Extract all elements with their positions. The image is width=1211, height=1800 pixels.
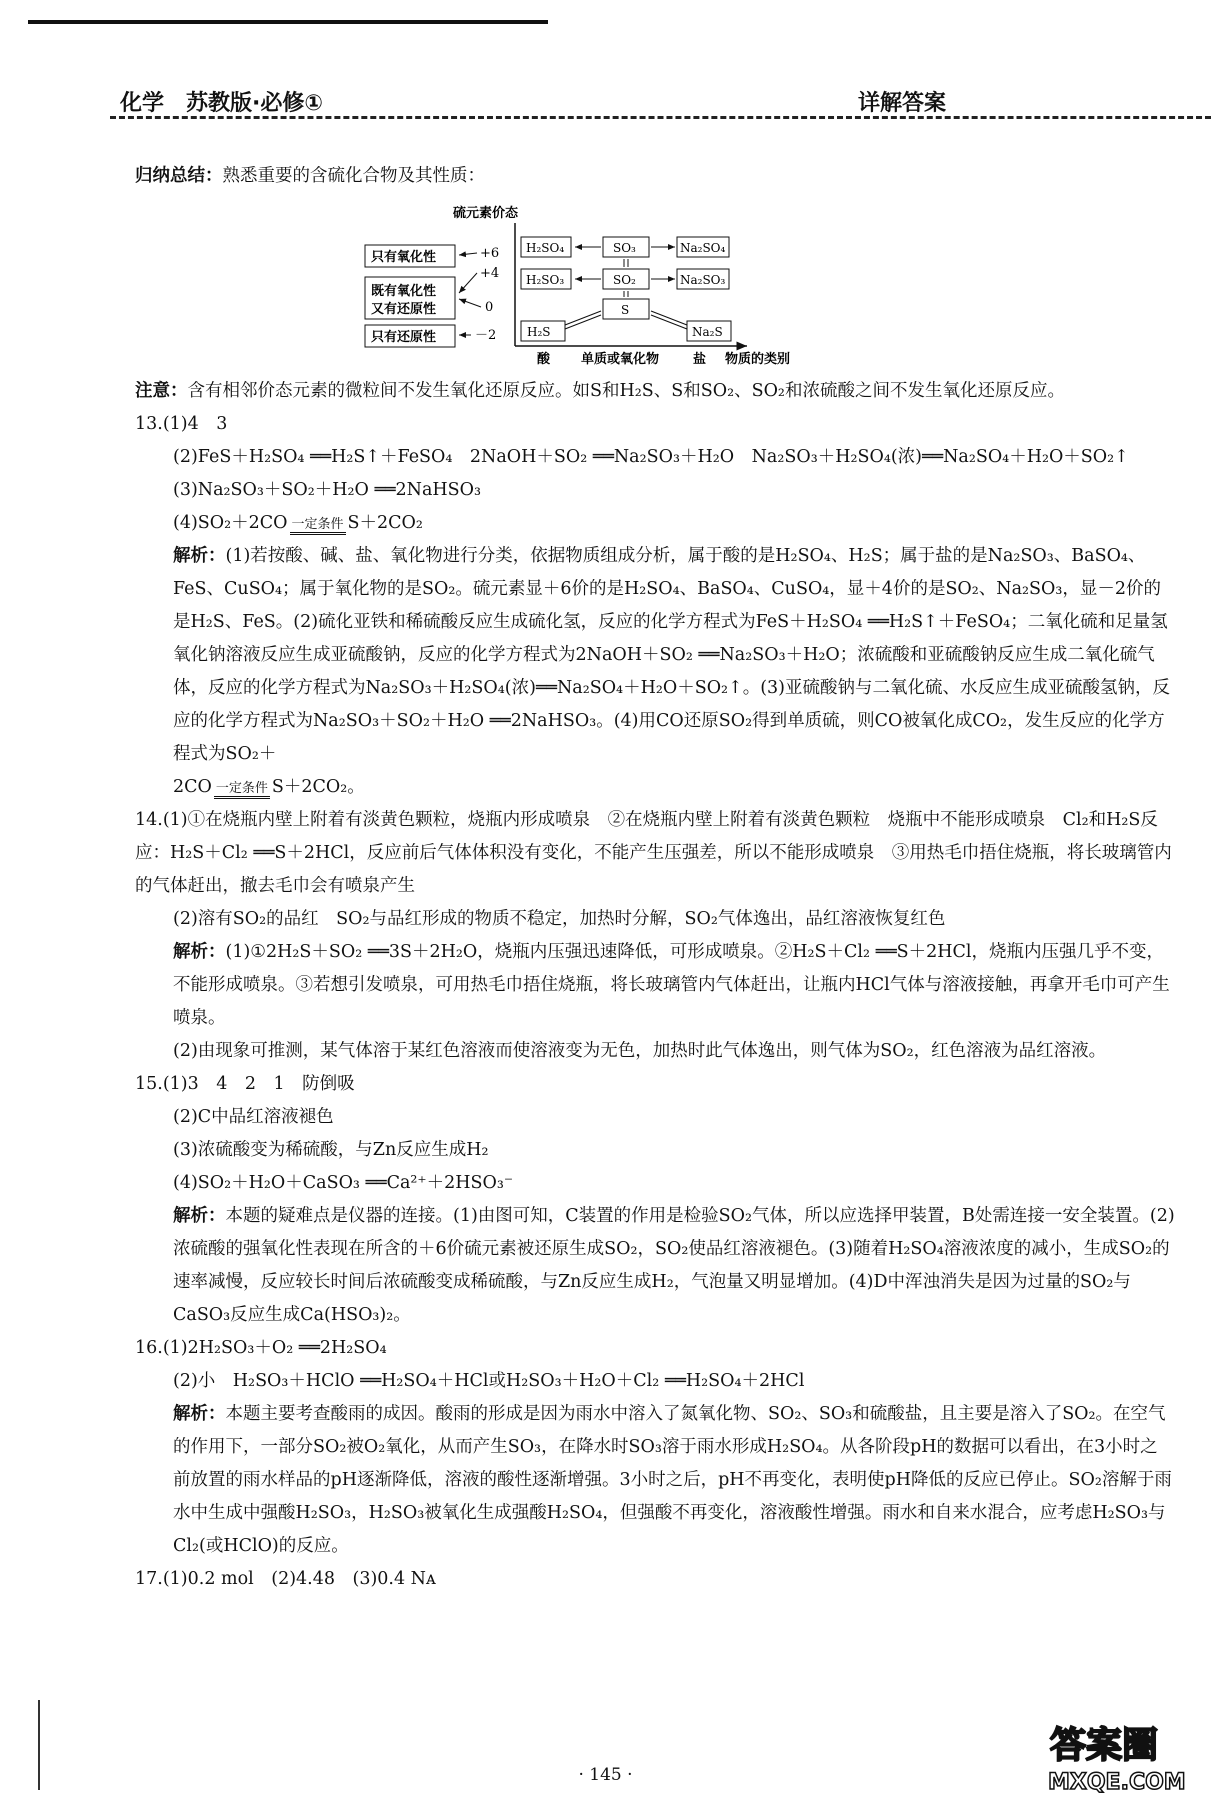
valence-plus6: +6 xyxy=(480,246,500,261)
q13-analysis-tail-left: 2CO xyxy=(173,777,212,797)
q15-answer-3: (3)浓硫酸变为稀硫酸，与Zn反应生成H₂ xyxy=(173,1140,489,1160)
q15-analysis-text: 本题的疑难点是仪器的连接。(1)由图可知，C装置的作用是检验SO₂气体，所以应选择甲装置，B处需连接一安全装置。(2)浓硫酸的强氧化性表现在所含的＋6价硫元素被还原生成SO₂，SO₂使品红溶液褪色。(3)随着H₂SO₄溶液浓度的减小，生成SO₂的速率减慢，反应较长时间后浓硫酸变成稀硫酸，与Zn反应生成H₂，气泡量又明显增加。(4)D中浑浊消失是因为过量的SO₂与CaSO₃反应生成Ca(HSO₃)₂。 xyxy=(173,1206,1175,1325)
q16-answer-1: 16.(1)2H₂SO₃＋O₂ ══2H₂SO₄ xyxy=(135,1338,387,1358)
analysis-label: 解析： xyxy=(173,1404,226,1424)
valence-minus2: －2 xyxy=(475,328,497,343)
species-h2so4: H₂SO₄ xyxy=(526,241,565,255)
q14-analysis-text: (1)①2H₂S＋SO₂ ══3S＋2H₂O，烧瓶内压强迅速降低，可形成喷泉。②H₂S＋Cl₂ ══S＋2HCl，烧瓶内压强几乎不变，不能形成喷泉。③若想引发喷泉，可用热毛巾捂住烧瓶，将长玻璃管内气体赶出，让瓶内HCl气体与溶液接触，再拿开毛巾可产生喷泉。 xyxy=(173,942,1170,1028)
analysis-label: 解析： xyxy=(173,942,226,962)
reaction-condition: 一定条件 xyxy=(291,517,344,532)
x-label-salt: 盐 xyxy=(693,352,707,367)
species-na2s: Na₂S xyxy=(692,325,723,339)
q14-answer-1: 14.(1)①在烧瓶内壁上附着有淡黄色颗粒，烧瓶内形成喷泉 ②在烧瓶内壁上附着有淡黄色颗粒 烧瓶中不能形成喷泉 Cl₂和H₂S反应：H₂S＋Cl₂ ══S＋2HCl，反应前后气体体积没有变化，不能产生压强差，所以不能形成喷泉 ③用热毛巾捂住烧瓶，将长玻璃管内的气体赶出，撤去毛巾会有喷泉产生 xyxy=(135,810,1172,896)
valence-zero: 0 xyxy=(485,300,494,315)
x-label-element: 单质或氧化物 xyxy=(581,352,660,367)
valence-plus4: +4 xyxy=(480,266,500,281)
q13-analysis xyxy=(135,540,1175,804)
q13-answer-2: (2)FeS＋H₂SO₄ ══H₂S↑＋FeSO₄ 2NaOH＋SO₂ ══Na₂SO₃＋H₂O Na₂SO₃＋H₂SO₄(浓)══Na₂SO₄＋H₂O＋SO₂↑ xyxy=(173,447,1129,467)
q15-answer-1: 15.(1)3 4 2 1 防倒吸 xyxy=(135,1074,355,1094)
margin-mark xyxy=(38,1700,40,1790)
only-reducing-label: 只有还原性 xyxy=(371,330,437,345)
y-axis-title: 硫元素价态 xyxy=(453,206,519,221)
q15-analysis xyxy=(135,1200,1175,1332)
species-so2: SO₂ xyxy=(613,273,636,287)
q13-answer-4 xyxy=(135,507,1175,540)
note-line xyxy=(135,375,1175,408)
diagram-canvas xyxy=(135,201,835,371)
reaction-arrow xyxy=(214,782,270,804)
summary-line xyxy=(135,160,1175,193)
answer-content xyxy=(135,160,1175,1596)
summary-label: 归纳总结： xyxy=(135,166,223,186)
species-na2so4: Na₂SO₄ xyxy=(680,241,726,255)
q16-analysis-text: 本题主要考查酸雨的成因。酸雨的形成是因为雨水中溶入了氮氧化物、SO₂、SO₃和硫酸盐，且主要是溶入了SO₂。在空气的作用下，一部分SO₂被O₂氧化，从而产生SO₃，在降水时SO₃溶于雨水形成H₂SO₄。从各阶段pH的数据可以看出，在3小时之前放置的雨水样品的pH逐渐降低，溶液的酸性逐渐增强。3小时之后，pH不再变化，表明使pH降低的反应已停止。SO₂溶解于雨水中生成中强酸H₂SO₃，H₂SO₃被氧化生成强酸H₂SO₄，但强酸不再变化，溶液酸性增强。雨水和自来水混合，应考虑H₂SO₃与Cl₂(或HClO)的反应。 xyxy=(173,1404,1172,1556)
analysis-label: 解析： xyxy=(173,1206,226,1226)
q14-analysis-1 xyxy=(135,936,1175,1035)
note-text: 含有相邻价态元素的微粒间不发生氧化还原反应。如S和H₂S、S和SO₂、SO₂和浓硫酸之间不发生氧化还原反应。 xyxy=(187,381,1065,401)
analysis-label: 解析： xyxy=(173,546,226,566)
watermark-text: 答案圈 xyxy=(1050,1725,1159,1766)
both-label-line2: 又有还原性 xyxy=(371,302,437,317)
watermark-logo xyxy=(1040,1715,1205,1795)
sulfur-valence-diagram xyxy=(135,201,1175,371)
top-rule xyxy=(28,20,548,24)
species-s: S xyxy=(621,303,630,317)
q13-analysis-tail-right: S＋2CO₂。 xyxy=(271,777,365,797)
species-so3: SO₃ xyxy=(613,241,636,255)
reaction-condition: 一定条件 xyxy=(215,781,268,796)
q16-analysis xyxy=(135,1398,1175,1563)
q13-answer-4-left: (4)SO₂＋2CO xyxy=(173,513,288,533)
q15-answer-4: (4)SO₂＋H₂O＋CaSO₃ ══Ca²⁺＋2HSO₃⁻ xyxy=(173,1173,514,1193)
x-label-acid: 酸 xyxy=(537,352,551,367)
q13-answer-1: 13.(1)4 3 xyxy=(135,414,228,434)
q13-answer-4-right: S＋2CO₂ xyxy=(347,513,423,533)
q16-answer-2: (2)小 H₂SO₃＋HClO ══H₂SO₄＋HCl或H₂SO₃＋H₂O＋Cl₂ ══H₂SO₄＋2HCl xyxy=(173,1371,805,1391)
only-oxidizing-label: 只有氧化性 xyxy=(371,250,437,265)
q14-answer-2: (2)溶有SO₂的品红 SO₂与品红形成的物质不稳定，加热时分解，SO₂气体逸出，品红溶液恢复红色 xyxy=(173,909,946,929)
q13-answer-3: (3)Na₂SO₃＋SO₂＋H₂O ══2NaHSO₃ xyxy=(173,480,482,500)
summary-text: 熟悉重要的含硫化合物及其性质： xyxy=(222,166,485,186)
page-number: · 145 · xyxy=(578,1765,633,1785)
x-axis-title: 物质的类别 xyxy=(725,352,791,367)
both-label-line1: 既有氧化性 xyxy=(371,284,437,299)
watermark-url: MXQE.COM xyxy=(1048,1770,1186,1795)
species-na2so3: Na₂SO₃ xyxy=(680,273,726,287)
header-answers: 详解答案 xyxy=(858,91,947,116)
q13-analysis-text: (1)若按酸、碱、盐、氧化物进行分类，依据物质组成分析，属于酸的是H₂SO₄、H₂S；属于盐的是Na₂SO₃、BaSO₄、FeS、CuSO₄；属于氧化物的是SO₂。硫元素显＋6价的是H₂SO₄、BaSO₄、CuSO₄，显＋4价的是SO₂、Na₂SO₃，显－2价的是H₂S、FeS。(2)硫化亚铁和稀硫酸反应生成硫化氢，反应的化学方程式为FeS＋H₂SO₄ ══H₂S↑＋FeSO₄；二氧化硫和足量氢氧化钠溶液反应生成亚硫酸钠，反应的化学方程式为2NaOH＋SO₂ ══Na₂SO₃＋H₂O；浓硫酸和亚硫酸钠反应生成二氧化硫气体，反应的化学方程式为Na₂SO₃＋H₂SO₄(浓)══Na₂SO₄＋H₂O＋SO₂↑。(3)亚硫酸钠与二氧化硫、水反应生成亚硫酸氢钠，反应的化学方程式为Na₂SO₃＋SO₂＋H₂O ══2NaHSO₃。(4)用CO还原SO₂得到单质硫，则CO被氧化成CO₂，发生反应的化学方程式为SO₂＋ xyxy=(173,546,1171,764)
reaction-arrow xyxy=(290,518,346,540)
note-label: 注意： xyxy=(135,381,188,401)
species-h2so3: H₂SO₃ xyxy=(526,273,565,287)
header-divider xyxy=(110,116,1211,119)
q17-answer: 17.(1)0.2 mol (2)4.48 (3)0.4 Nᴀ xyxy=(135,1569,436,1589)
header-subject: 化学 苏教版·必修① xyxy=(120,91,323,116)
q14-analysis-2: (2)由现象可推测，某气体溶于某红色溶液而使溶液变为无色，加热时此气体逸出，则气体为SO₂，红色溶液为品红溶液。 xyxy=(173,1041,1107,1061)
q15-answer-2: (2)C中品红溶液褪色 xyxy=(173,1107,334,1127)
species-h2s: H₂S xyxy=(527,325,551,339)
